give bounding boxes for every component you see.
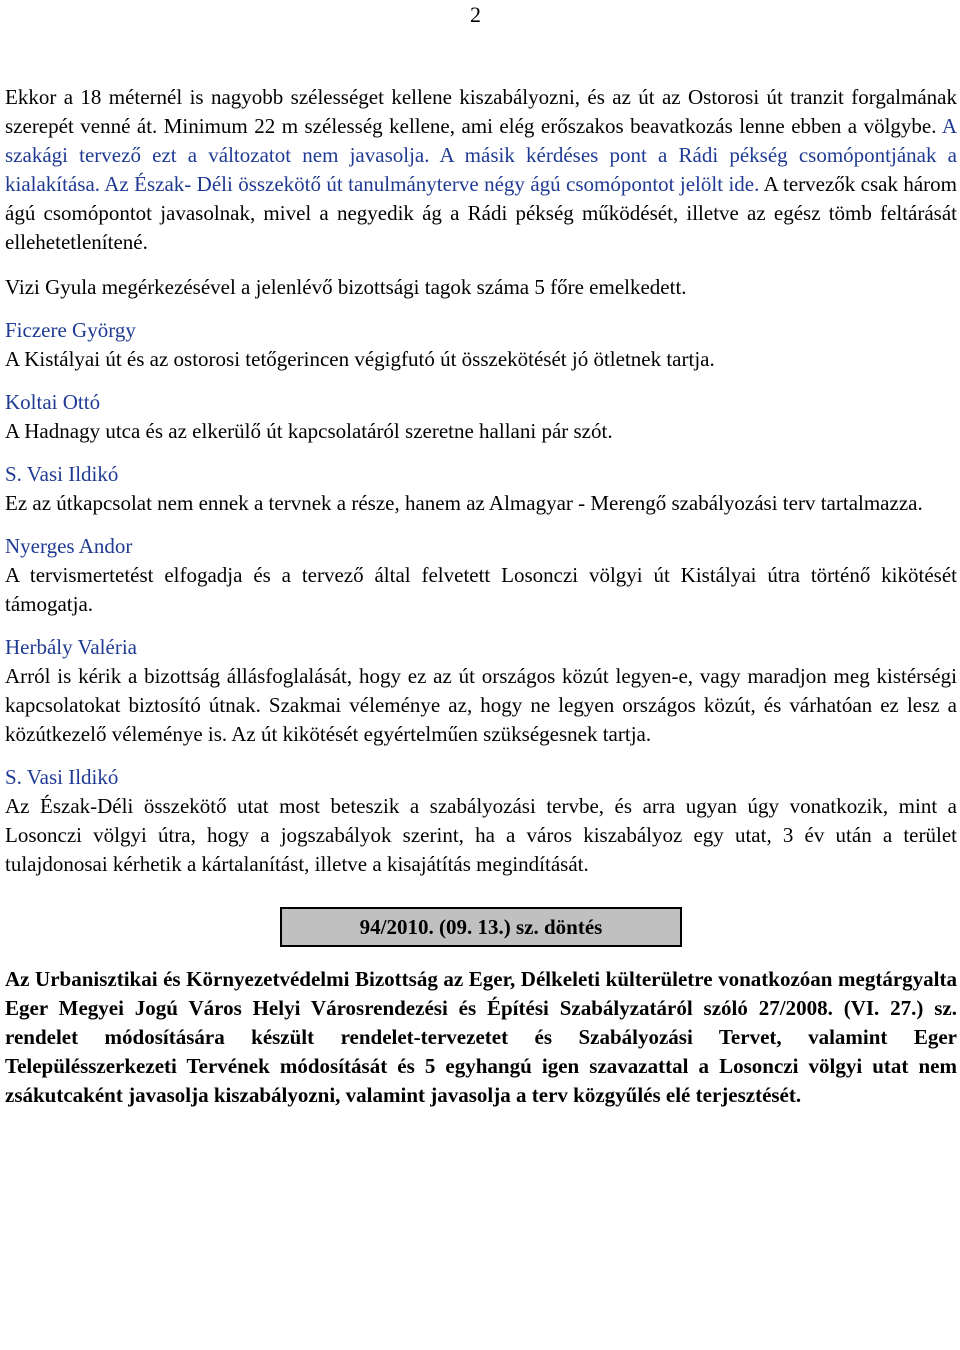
speaker-statement: Az Észak-Déli összekötő utat most beteszik a szabályozási tervbe, és arra ugyan úgy vonatkozik, mint a Losonczi völgyi útra, hogy a jogszabályok szerint, ha a város kiszabályoz egy utat, 3 év után a terület tulajdonosai kérhetik a kártalanítást, illetve a kisajátítás megindítását. [5, 794, 957, 876]
speaker-statement: A Hadnagy utca és az elkerülő út kapcsolatáról szeretne hallani pár szót. [5, 419, 613, 443]
intro-paragraph [5, 83, 957, 257]
speaker-name: Ficzere György [5, 318, 136, 342]
page-number: 2 [470, 2, 481, 27]
speaker-name: S. Vasi Ildikó [5, 462, 119, 486]
speaker-name: Nyerges Andor [5, 534, 133, 558]
speaker-name: Koltai Ottó [5, 390, 101, 414]
decision-title-box [280, 907, 682, 947]
speaker-statement: Ez az útkapcsolat nem ennek a tervnek a része, hanem az Almagyar - Merengő szabályozási terv tartalmazza. [5, 491, 923, 515]
speaker-statement: A tervismertetést elfogadja és a tervező által felvetett Losonczi völgyi út Kistályai útra történő kikötését támogatja. [5, 563, 957, 616]
speaker-statement: A Kistályai út és az ostorosi tetőgerincen végigfutó út összekötését jó ötletnek tartja. [5, 347, 715, 371]
speaker-statement: Arról is kérik a bizottság állásfoglalását, hogy ez az út országos közút legyen-e, vagy maradjon meg kistérségi kapcsolatokat biztosító útnak. Szakmai véleménye az, hogy ne legyen országos közút, és várhatóan ez lesz a közútkezelő véleménye is. Az út kikötését egyértelműen szükségesnek tartja. [5, 664, 957, 746]
speaker-name: S. Vasi Ildikó [5, 765, 119, 789]
intro-text-tail: A tervezők csak három ágú csomópontot javasolnak, mivel a negyedik ág a Rádi pékség működését, illetve az egész tömb feltárását ellehetetlenítené. [5, 172, 958, 254]
decision-title: 94/2010. (09. 13.) sz. döntés [359, 915, 603, 939]
intro-text-black: Ekkor a 18 méternél is nagyobb szélességet kellene kiszabályozni, és az út az Ostorosi út tranzit forgalmának szerepét venné át. Minimum 22 m szélesség kellene, ami elég erőszakos beavatkozás lenne ebben a völgybe. [5, 85, 957, 138]
intro-text-blue: A szakági tervező ezt a változatot nem javasolja. A másik kérdéses pont a Rádi pékség csomópontjának a kialakítása. Az Észak- Déli összekötő út tanulmányterve négy ágú csomópontot jelölt ide. [5, 114, 958, 196]
decision-text: Az Urbanisztikai és Környezetvédelmi Bizottság az Eger, Délkeleti külterületre vonatkozóan megtárgyalta Eger Megyei Jogú Város Helyi Városrendezési és Építési Szabályzatáról szóló 27/2008. (VI. 27.) sz. rendelet módosítására készült rendelet-tervezetet és Szabályozási Tervet, valamint Eger Településszerkezeti Tervének módosítását és 5 egyhangú igen szavazattal a Losonczi völgyi utat nem zsákutcaként javasolja kiszabályozni, valamint javasolja a terv közgyűlés elé terjesztését. [5, 967, 957, 1107]
speaker-name: Herbály Valéria [5, 635, 137, 659]
document-body [5, 83, 957, 1110]
vizi-arrival-line: Vizi Gyula megérkezésével a jelenlévő bizottsági tagok száma 5 főre emelkedett. [5, 275, 687, 299]
